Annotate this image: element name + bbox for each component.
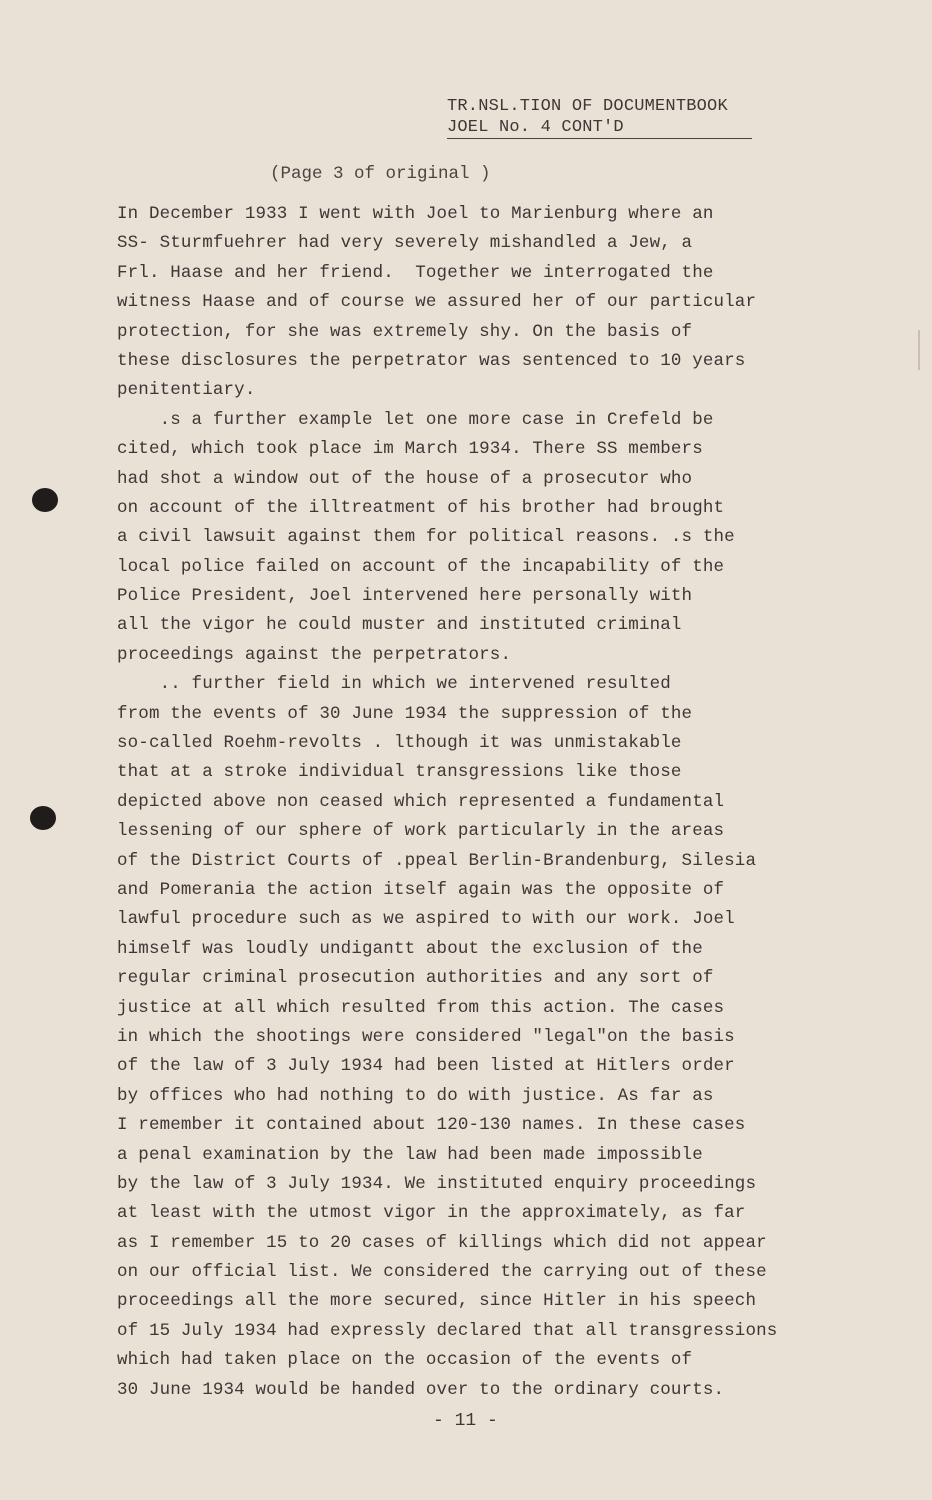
- body-line: proceedings against the perpetrators.: [117, 644, 512, 665]
- body-line: as I remember 15 to 20 cases of killings which did not appear: [117, 1232, 767, 1253]
- body-line: that at a stroke individual transgressions like those: [117, 762, 682, 783]
- body-line: cited, which took place im March 1934. There SS members: [117, 439, 703, 460]
- body-line: of the law of 3 July 1934 had been listed at Hitlers order: [117, 1056, 735, 1077]
- body-line: SS- Sturmfuehrer had very severely mishandled a Jew, a: [117, 233, 693, 254]
- punch-hole-bottom: [30, 806, 56, 830]
- paper-crease: [918, 330, 920, 370]
- document-body: [117, 200, 877, 1405]
- body-line: a penal examination by the law had been made impossible: [117, 1144, 703, 1165]
- body-line: of the District Courts of .ppeal Berlin-Brandenburg, Silesia: [117, 850, 757, 871]
- body-line: himself was loudly undigantt about the exclusion of the: [117, 938, 703, 959]
- header-subtitle: JOEL No. 4 CONT'D: [447, 117, 752, 139]
- body-line: on account of the illtreatment of his brother had brought: [117, 497, 725, 518]
- body-line: from the events of 30 June 1934 the suppression of the: [117, 703, 693, 724]
- body-line: witness Haase and of course we assured her of our particular: [117, 292, 757, 313]
- body-line: lawful procedure such as we aspired to with our work. Joel: [117, 909, 735, 930]
- body-line: protection, for she was extremely shy. On the basis of: [117, 321, 693, 342]
- body-line: local police failed on account of the incapability of the: [117, 556, 725, 577]
- body-line: 30 June 1934 would be handed over to the ordinary courts.: [117, 1379, 725, 1400]
- body-line: .s a further example let one more case in Crefeld be: [117, 409, 714, 430]
- body-line: had shot a window out of the house of a prosecutor who: [117, 468, 693, 489]
- body-line: so-called Roehm-revolts . lthough it was unmistakable: [117, 733, 682, 754]
- body-line: justice at all which resulted from this action. The cases: [117, 997, 725, 1018]
- body-line: Frl. Haase and her friend. Together we interrogated the: [117, 262, 714, 283]
- document-header: [447, 96, 752, 139]
- body-line: of 15 July 1934 had expressly declared that all transgressions: [117, 1320, 778, 1341]
- body-line: a civil lawsuit against them for political reasons. .s the: [117, 527, 735, 548]
- body-line: by offices who had nothing to do with justice. As far as: [117, 1085, 714, 1106]
- body-line: In December 1933 I went with Joel to Marienburg where an: [117, 204, 714, 224]
- body-line: depicted above non ceased which represented a fundamental: [117, 791, 725, 812]
- header-title: TR.NSL.TION OF DOCUMENTBOOK: [447, 97, 728, 116]
- body-line: at least with the utmost vigor in the approximately, as far: [117, 1203, 746, 1224]
- body-line: Police President, Joel intervened here personally with: [117, 586, 693, 607]
- body-line: and Pomerania the action itself again was the opposite of: [117, 879, 725, 900]
- body-line: I remember it contained about 120-130 names. In these cases: [117, 1115, 746, 1136]
- body-line: all the vigor he could muster and instituted criminal: [117, 615, 682, 636]
- body-line: proceedings all the more secured, since Hitler in his speech: [117, 1291, 757, 1312]
- punch-hole-top: [32, 488, 58, 512]
- original-page-note: (Page 3 of original ): [270, 164, 491, 184]
- body-line: .. further field in which we intervened resulted: [117, 674, 671, 695]
- body-line: by the law of 3 July 1934. We instituted enquiry proceedings: [117, 1173, 757, 1194]
- body-line: on our official list. We considered the carrying out of these: [117, 1262, 767, 1283]
- body-line: these disclosures the perpetrator was sentenced to 10 years: [117, 350, 746, 371]
- body-line: lessening of our sphere of work particularly in the areas: [117, 821, 725, 842]
- page-number: - 11 -: [433, 1411, 498, 1431]
- body-line: regular criminal prosecution authorities and any sort of: [117, 968, 714, 989]
- body-line: which had taken place on the occasion of the events of: [117, 1350, 693, 1371]
- body-line: penitentiary.: [117, 380, 256, 401]
- body-line: in which the shootings were considered "legal"on the basis: [117, 1026, 735, 1047]
